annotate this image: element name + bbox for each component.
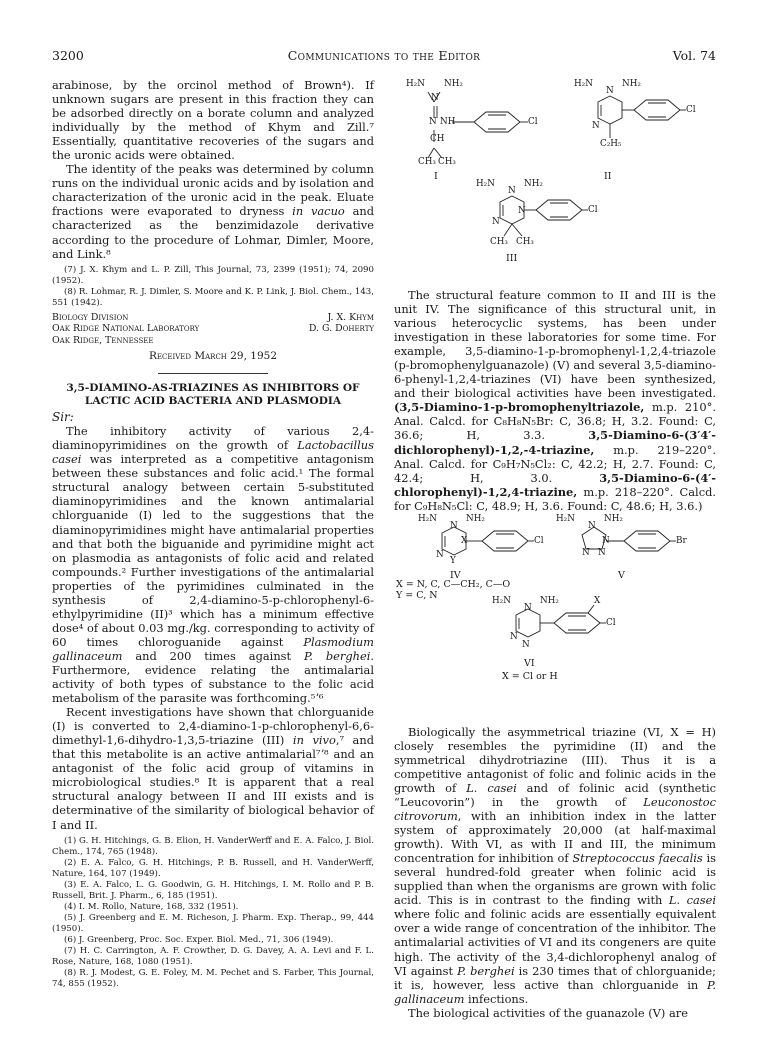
compound-label: V xyxy=(618,569,625,581)
x-definition: X = N, C, C—CH₂, C—O xyxy=(396,578,511,590)
paragraph: Biologically the asymmetrical triazine (VI, X = H) closely resembles the pyrimidine (II) and the symmetrical dihydrotriazine (III). Thus it is a competitive antagonist of folic and folinic acids in the growth of L. casei and of folinic acid (synthetic “Leucovorin”) in the growth of Leuconostoc citrovorum, with an inhibition index in the latter system of approximately 20,000 (at half-maximal growth). With VI, as with II and III, the minimum concentration for inhibition of Streptococcus faecalis is several hundred-fold greater when folinic acid is supplied than when the organisms are grown with folic acid. This is in contrast to the finding with L. casei where folic and folinic acids are essentially equivalent over a wide range of concentration of the inhibitor. The antimalarial activities of VI and its congeners are quite high. The activity of the 3,4-dichlorophenyl analog of VI against P. berghei is 230 times that of chlorguanide; it is, however, less active than chlorguanide in P. gallinaceum infections. xyxy=(394,724,716,1006)
atom-label: NH xyxy=(440,117,456,127)
atom-label: NH₂ xyxy=(444,79,463,89)
atom-label: Br xyxy=(676,535,687,546)
atom-label: N xyxy=(606,86,614,96)
atom-label: H₂N xyxy=(406,79,425,89)
structure-drawing xyxy=(394,513,716,725)
atom-label: X xyxy=(461,535,468,546)
right-column xyxy=(394,78,716,1020)
atom-label: N xyxy=(518,206,526,216)
atom-label: N xyxy=(510,631,518,642)
atom-label: Cl xyxy=(534,535,544,546)
paragraph: The biological activities of the guanazole (V) are xyxy=(408,1005,688,1020)
compound-label: I xyxy=(434,171,438,182)
atom-label: N xyxy=(588,520,596,531)
salutation: Sir: xyxy=(52,410,74,425)
volume-label: Vol. 74 xyxy=(672,48,716,63)
running-head xyxy=(52,48,716,64)
paragraph: The inhibitory activity of various 2,4-diaminopyrimidines on the growth of Lactobacillus casei was interpreted as a competitive antagonism between these substances and folic acid.¹ The formal structural analogy between certain 5-substituted diaminopyrimidines and the known antimalarial chlorguanide (I) led to the suggestions that the diaminopyrimidines might have antimalarial properties and that both the biguanide and pyrimidine might act on plasmodia as antagonists of folic acid and related compounds.² Further investigations of the antimalarial properties of the pyrimidines culminated in the synthesis of 2,4-diamino-5-p-chlorophenyl-6-ethylpyrimidine (II)³ which has a minimum effective dose⁴ of about 0.03 mg./kg. corresponding to activity of 60 times chloroguanide against Plasmodium gallinaceum and 200 times against P. berghei. Furthermore, evidence relating the antimalarial activity of both types of substance to the folic acid metabolism of the parasite was forthcoming.⁵ʼ⁶ xyxy=(52,424,374,706)
paragraph: The structural feature common to II and III is the unit IV. The significance of this structural unit, in various heterocyclic systems, has been under investigation in these laboratories for some time. For example, 3,5-diamino-1-p-bromophenyl-1,2,4-triazole (p-bromophenylguanazole) (V) and several 3,5-diamino-6-phenyl-1,2,4-triazines (VI) have been synthesized, and their biological activities have been investigated. (3,5-Diamino-1-p-bromophenyltriazole, m.p. 210°. Anal. Calcd. for C₈H₈N₅Br: C, 36.8; H, 3.2. Found: C, 36.6; H, 3.3. 3,5-Diamino-6-(3′4′-dichlorophenyl)-1,2,-4-triazine, m.p. 219–220°. Anal. Calcd. for C₉H₇N₅Cl₂: C, 42.2; H, 2.7. Found: C, 42.4; H, 3.0. 3,5-Diamino-6-(4′-chlorophenyl)-1,2,4-triazine, m.p. 218–220°. Calcd. for C₉H₈N₅Cl: C, 48.9; H, 3.6. Found: C, 48.6; H, 3.6.) xyxy=(394,288,717,513)
atom-label: H₂N xyxy=(574,79,593,89)
page-number: 3200 xyxy=(52,48,84,63)
atom-label: N xyxy=(522,639,530,650)
atom-label: NH₂ xyxy=(466,513,485,524)
footnote: (8) R. J. Modest, G. E. Foley, M. M. Pechet and S. Farber, This Journal, 74, 855 (1952). xyxy=(52,967,374,989)
compound-label: VI xyxy=(524,657,535,669)
atom-label: N xyxy=(592,121,600,131)
compound-label: IV xyxy=(450,569,461,581)
paragraph: The identity of the peaks was determined by column runs on the individual uronic acids and by isolation and characterization of the uronic acid in the peak. Eluate fractions were evaporated to dryness in vacuo and characterized as the benzimidazole derivative according to the procedure of Lohmar, Dimler, Moore, and Link.⁸ xyxy=(52,162,374,261)
footnote: (2) E. A. Falco, G. H. Hitchings, P. B. Russell, and H. VanderWerff, Nature, 164, 107 (1949). xyxy=(52,857,374,879)
footnote: (7) H. C. Carrington, A. F. Crowther, D. G. Davey, A. A. Levi and F. L. Rose, Nature, 168, 1080 (1951). xyxy=(52,945,374,967)
author-name: D. G. Doherty xyxy=(308,323,374,335)
y-definition: Y = C, N xyxy=(396,589,438,601)
atom-label: N xyxy=(431,93,439,103)
footnote: (7) J. X. Khym and L. P. Zill, This Journal, 73, 2399 (1951); 74, 2090 (1952). xyxy=(52,264,374,286)
footnote: (4) I. M. Rollo, Nature, 168, 332 (1951). xyxy=(64,901,239,912)
atom-label: CH₃ xyxy=(418,157,436,167)
atom-label: NH₂ xyxy=(622,79,641,89)
x-definition: X = Cl or H xyxy=(502,670,558,682)
atom-label: CH xyxy=(430,134,445,144)
footnote: (6) J. Greenberg, Proc. Soc. Exper. Biol. Med., 71, 306 (1949). xyxy=(64,934,334,945)
paragraph: Recent investigations have shown that chlorguanide (I) is converted to 2,4-diamino-1-p-chlorophenyl-6,6-dimethyl-1,6-dihydro-1,3,5-triazine (III) in vivo,⁷ and that this metabolite is an active antimalarial⁷ʼ⁸ and an antagonist of the folic acid group of vitamins in microbiological studies.⁸ It is apparent that a real structural analogy between II and III exists and is determinative of the similarity of biological behavior of I and II. xyxy=(52,705,374,832)
footnote: (1) G. H. Hitchings, G. B. Elion, H. VanderWerff and E. A. Falco, J. Biol. Chem., 174, 765 (1948). xyxy=(52,835,374,857)
atom-label: N xyxy=(524,602,532,613)
atom-label: H₂N xyxy=(476,179,495,189)
atom-label: Cl xyxy=(606,617,616,628)
left-column xyxy=(52,78,374,990)
atom-label: X xyxy=(594,595,601,606)
atom-label: N xyxy=(508,186,516,196)
atom-label: H₂N xyxy=(492,595,511,606)
footnote: (5) J. Greenberg and E. M. Richeson, J. Pharm. Exp. Therap., 99, 444 (1950). xyxy=(52,912,374,934)
atom-label: N xyxy=(450,520,458,531)
atom-label: N xyxy=(598,547,606,558)
atom-label: CH₃ xyxy=(490,237,508,247)
structures-iv-v-vi xyxy=(394,513,716,725)
compound-label: II xyxy=(604,171,612,182)
atom-label: CH₃ xyxy=(438,157,456,167)
running-title: Communications to the Editor xyxy=(287,48,481,63)
footnotes-previous xyxy=(52,265,374,309)
structures-i-ii-iii xyxy=(394,78,716,288)
received-date: Received March 29, 1952 xyxy=(149,350,277,363)
footnote: (3) E. A. Falco, L. G. Goodwin, G. H. Hitchings, I. M. Rollo and P. B. Russell, Brit. J. Pharm., 6, 185 (1951). xyxy=(52,879,374,901)
article-title: 3,5-DIAMINO-AS-TRIAZINES AS INHIBITORS OF LACTIC ACID BACTERIA AND PLASMODIA xyxy=(66,382,360,408)
atom-label: Cl xyxy=(686,105,696,115)
atom-label: NH₂ xyxy=(524,179,543,189)
atom-label: N xyxy=(602,535,610,546)
atom-label: N xyxy=(436,549,444,560)
structure-drawing xyxy=(394,78,716,288)
paragraph: arabinose, by the orcinol method of Brown⁴). If unknown sugars are present in this fraction they can be adsorbed directly on a borate column and analyzed individually by the method of Khym and Zill.⁷ Essentially, quantitative recoveries of the sugars and the uronic acids were obtained. xyxy=(52,78,374,163)
atom-label: NH₂ xyxy=(604,513,623,524)
atom-label: NH₂ xyxy=(540,595,559,606)
atom-label: N xyxy=(492,217,500,227)
atom-label: Cl xyxy=(528,117,538,127)
affiliation: Biology Division J. X. Khym Oak Ridge National Laboratory D. G. Doherty Oak Ridge, Tennessee xyxy=(52,311,374,346)
author-name: J. X. Khym xyxy=(327,311,374,323)
atom-label: Cl xyxy=(588,205,598,215)
atom-label: N xyxy=(582,547,590,558)
compound-label: III xyxy=(506,253,518,264)
atom-label: H₂N xyxy=(418,513,437,524)
footnote: (8) R. Lohmar, R. J. Dimler, S. Moore and K. P. Link, J. Biol. Chem., 143, 551 (1942). xyxy=(52,286,374,308)
atom-label: H₂N xyxy=(556,513,575,524)
atom-label: CH₃ xyxy=(516,237,534,247)
divider xyxy=(158,373,268,374)
footnotes xyxy=(52,836,374,990)
atom-label: Y xyxy=(450,555,456,566)
atom-label: C₂H₅ xyxy=(600,139,622,149)
atom-label: N xyxy=(429,117,437,127)
